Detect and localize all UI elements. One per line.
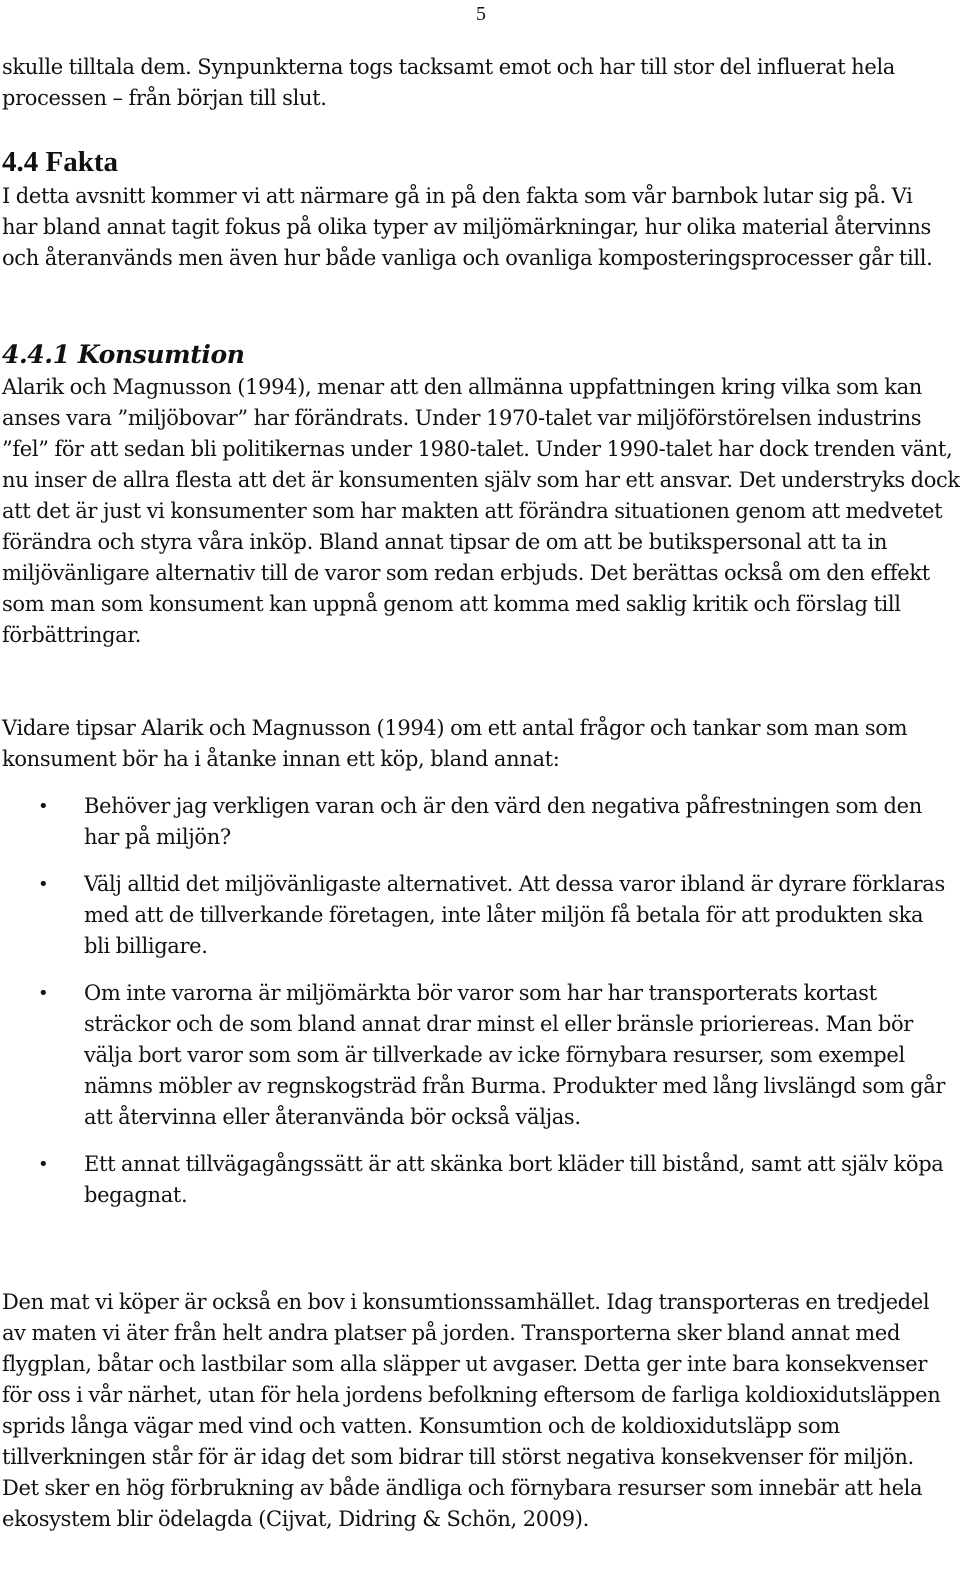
page-number: 5 [476,3,486,25]
list-item [2,869,952,962]
konsumtion-paragraph: Alarik och Magnusson (1994), menar att den allmänna uppfattningen kring vilka som kan anses vara ”miljöbovar” har förändrats. Under 1970-talet var miljöförstörelsen industrins ”fel” för att sedan bli politikernas under 1980-talet. Under 1990-talet har dock trenden vänt, nu inser de allra flesta att det är konsumenten själv som har ett ansvar. Det understryks dock att det är just vi konsumenter som har makten att förändra situationen genom att medvetet förändra och styra våra inköp. Bland annat tipsar de om att be butikspersonal att ta in miljövänligare alternativ till de varor som redan erbjuds. Det berättas också om den effekt som man som konsument kan uppnå genom att komma med saklig kritik och förslag till förbättringar. [2,375,960,647]
bullet-icon: • [38,796,49,817]
list-item [2,1149,952,1211]
bullet-icon: • [38,983,49,1004]
list-item [2,978,952,1133]
bullet-icon: • [38,874,49,895]
vidare-paragraph: Vidare tipsar Alarik och Magnusson (1994) om ett antal frågor och tankar som man som konsument bör ha i åtanke innan ett köp, bland annat: [2,716,908,771]
list-item-text: Behöver jag verkligen varan och är den värd den negativa påfrestningen som den har på miljön? [84,794,922,849]
subsection-heading: 4.4.1 Konsumtion [2,340,245,369]
list-item [2,791,952,853]
list-item-text: Välj alltid det miljövänligaste alternativet. Att dessa varor ibland är dyrare förklaras med att de tillverkande företagen, inte låter miljön få betala för att produkten ska bli billigare. [84,872,945,958]
tips-list [2,791,952,1227]
intro-paragraph: skulle tilltala dem. Synpunkterna togs tacksamt emot och har till stor del influerat hela processen – från början till slut. [2,55,895,110]
bullet-icon: • [38,1154,49,1175]
mat-paragraph: Den mat vi köper är också en bov i konsumtionssamhället. Idag transporteras en tredjedel av maten vi äter från helt andra platser på jorden. Transporterna sker bland annat med flygplan, båtar och lastbilar som alla släpper ut avgaser. Detta ger inte bara konsekvenser för oss i vår närhet, utan för hela jordens befolkning eftersom de farliga koldioxidutsläppen sprids långa vägar med vind och vatten. Konsumtion och de koldioxidutsläpp som tillverkningen står för är idag det som bidrar till störst negativa konsekvenser för miljön. Det sker en hög förbrukning av både ändliga och förnybara resurser som innebär att hela ekosystem blir ödelagda (Cijvat, Didring & Schön, 2009). [2,1290,941,1531]
section-heading: 4.4 Fakta [2,146,118,178]
list-item-text: Ett annat tillvägagångssätt är att skänka bort kläder till bistånd, samt att själv köpa begagnat. [84,1152,944,1207]
fakta-paragraph: I detta avsnitt kommer vi att närmare gå in på den fakta som vår barnbok lutar sig på. Vi har bland annat tagit fokus på olika typer av miljömärkningar, hur olika material återvinns och återanvänds men även hur både vanliga och ovanliga komposteringsprocesser går till. [2,184,933,270]
list-item-text: Om inte varorna är miljömärkta bör varor som har har transporterats kortast sträckor och de som bland annat drar minst el eller bränsle prioriereas. Man bör välja bort varor som som är tillverkade av icke förnybara resurser, som exempel nämns möbler av regnskogsträd från Burma. Produkter med lång livslängd som går att återvinna eller återanvända bör också väljas. [84,981,946,1129]
